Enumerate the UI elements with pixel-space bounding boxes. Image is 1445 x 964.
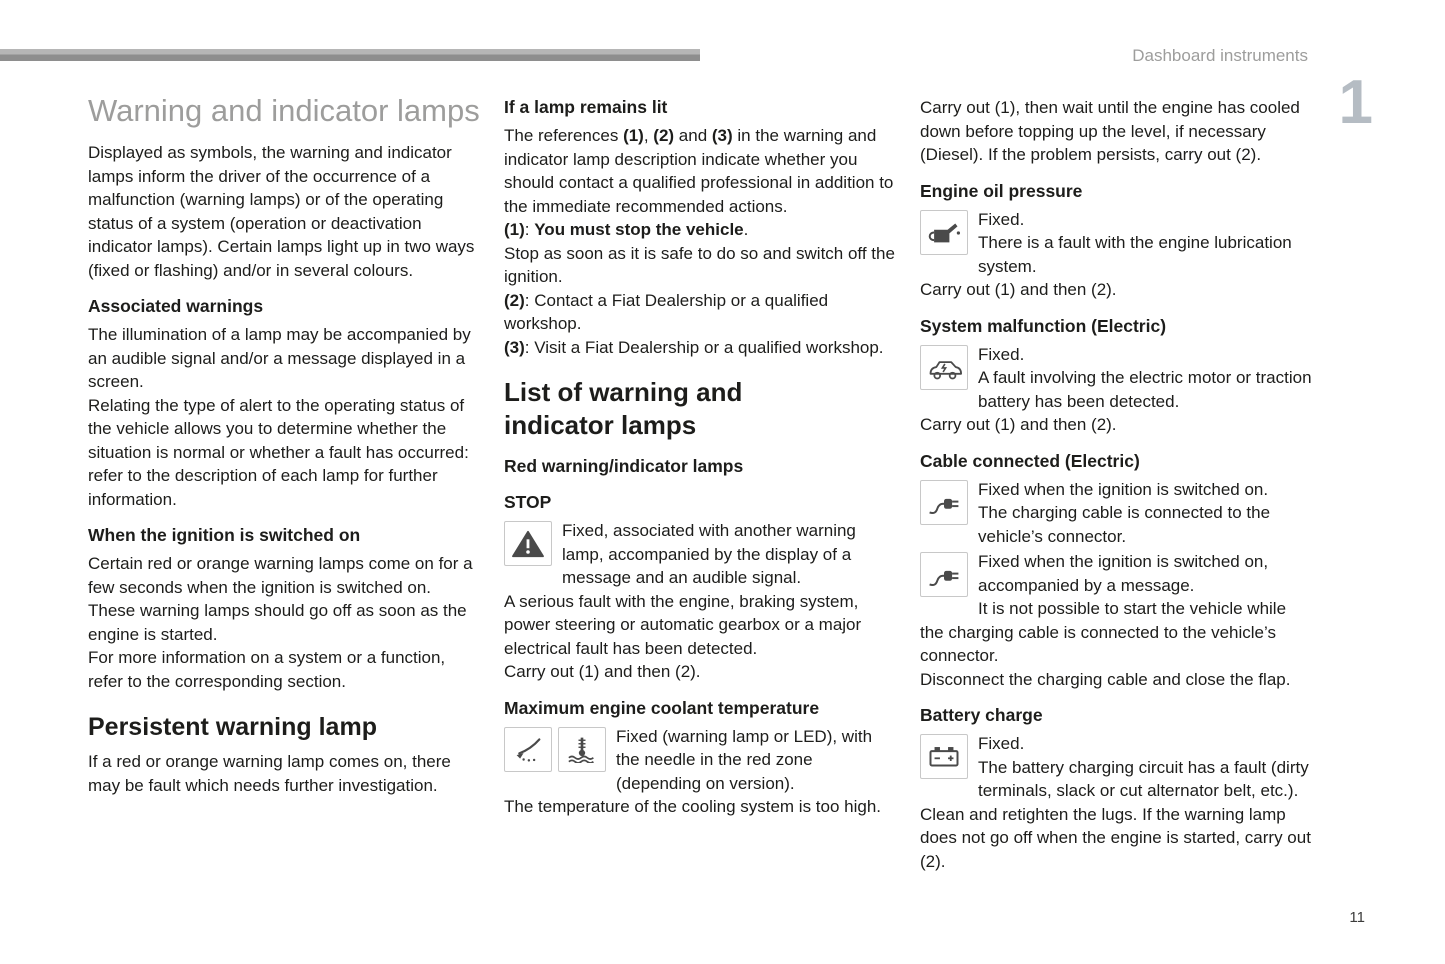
references-intro: The references (1), (2) and (3) in the warning and indicator lamp description indicate whether you should contact a qualified professional in addition to the immediate recommended actions. — [504, 126, 894, 216]
page-number: 11 — [1349, 909, 1365, 926]
heading-max-coolant-temperature: Maximum engine coolant temperature — [504, 697, 820, 718]
lamp-description: A fault involving the electric motor or traction battery has been detected. — [978, 368, 1312, 411]
paragraph: Certain red or orange warning lamps come on for a few seconds when the ignition is switched on. These warning lamps should go off as soon as the engine is started. — [88, 554, 473, 644]
heading-engine-oil-pressure: Engine oil pressure — [920, 180, 1083, 201]
header-rule-bar — [0, 49, 700, 61]
heading-associated-warnings: Associated warnings — [88, 296, 264, 316]
heading-cable-connected-electric: Cable connected (Electric) — [920, 450, 1140, 471]
heading-ignition-switched-on: When the ignition is switched on — [88, 525, 361, 545]
warning-triangle-icon — [504, 521, 552, 566]
lamp-description: It is not possible to start the vehicle while the charging cable is connected to the vehicle’s connector. — [920, 599, 1287, 665]
column-right — [920, 96, 1312, 875]
lamp-description: A serious fault with the engine, braking system, power steering or automatic gearbox or a major electrical fault has been detected. — [504, 591, 862, 658]
lamp-description: Fixed when the ignition is switched on. — [978, 479, 1269, 499]
lamp-entry-oil — [920, 208, 1312, 302]
lamp-description: The battery charging circuit has a fault (dirty terminals, slack or cut alternator belt, etc.). — [978, 757, 1309, 800]
lamp-action: Disconnect the charging cable and close the flap. — [920, 669, 1291, 689]
chapter-number: 1 — [1338, 68, 1373, 137]
battery-icon — [920, 734, 968, 779]
page-title: Warning and indicator lamps — [88, 93, 480, 128]
chapter-header-label: Dashboard instruments — [1132, 46, 1308, 65]
heading-red-warning-lamps: Red warning/indicator lamps — [504, 456, 744, 476]
lamp-action: Carry out (1) and then (2). — [920, 415, 1117, 434]
reference-3: (3): Visit a Fiat Dealership or a qualified workshop. — [504, 337, 884, 357]
heading-if-lamp-remains-lit: If a lamp remains lit — [504, 97, 668, 117]
paragraph: If a red or orange warning lamp comes on, there may be fault which needs further investigation. — [88, 752, 451, 795]
paragraph: For more information on a system or a function, refer to the corresponding section. — [88, 648, 446, 691]
oil-can-icon — [920, 210, 968, 255]
reference-1: (1): You must stop the vehicle. — [504, 220, 749, 239]
lamp-entry-electric-malfunction — [920, 343, 1312, 437]
heading-list-of-warning-lamps: List of warning and indicator lamps — [504, 377, 743, 440]
coolant-continued-paragraph: Carry out (1), then wait until the engine has cooled down before topping up the level, if necessary (Diesel). If the problem persists, carry out (2). — [920, 98, 1300, 164]
paragraph: The illumination of a lamp may be accompanied by an audible signal and/or a message displayed in a screen. — [88, 325, 471, 391]
reference-2: (2): Contact a Fiat Dealership or a qualified workshop. — [504, 290, 829, 333]
lamp-description: The temperature of the cooling system is too high. — [504, 797, 882, 816]
lamp-entry-cable-connected-2 — [920, 550, 1312, 691]
lamp-action: Carry out (1) and then (2). — [504, 662, 701, 681]
reference-1-detail: Stop as soon as it is safe to do so and switch off the ignition. — [504, 243, 895, 286]
lamp-description: Fixed. — [978, 344, 1025, 364]
electric-vehicle-fault-icon — [920, 345, 968, 390]
heading-stop: STOP — [504, 492, 552, 512]
charging-plug-icon — [920, 552, 968, 597]
heading-system-malfunction-electric: System malfunction (Electric) — [920, 315, 1167, 336]
lamp-description: Fixed (warning lamp or LED), with the needle in the red zone (depending on version). — [616, 726, 873, 793]
lamp-entry-battery — [920, 732, 1312, 873]
paragraph: Relating the type of alert to the operating status of the vehicle allows you to determine whether the situation is normal or whether a fault has occurred: refer to the description of each lamp for further information. — [88, 395, 469, 509]
gauge-needle-icon — [504, 727, 552, 772]
lamp-description: Fixed. — [978, 209, 1025, 229]
column-left — [88, 92, 480, 797]
coolant-temperature-icon — [558, 727, 606, 772]
lamp-action: Carry out (1) and then (2). — [920, 280, 1117, 299]
lamp-description: The charging cable is connected to the vehicle’s connector. — [978, 503, 1271, 546]
lamp-description: Fixed. — [978, 734, 1025, 753]
lamp-entry-coolant — [504, 725, 896, 819]
lamp-entry-stop — [504, 519, 896, 684]
lamp-description: Fixed when the ignition is switched on, accompanied by a message. — [978, 552, 1269, 595]
lamp-description: There is a fault with the engine lubrication system. — [978, 233, 1292, 276]
column-middle — [504, 96, 896, 821]
heading-persistent-warning-lamp: Persistent warning lamp — [88, 713, 377, 741]
intro-paragraph: Displayed as symbols, the warning and indicator lamps inform the driver of the occurrence of a malfunction (warning lamps) or of the operating status of a system (operation or deactivation indicator lamps). Certain lamps light up in two ways (fixed or flashing) and/or in several colours. — [88, 143, 475, 280]
lamp-entry-cable-connected-1 — [920, 478, 1312, 549]
lamp-action: Clean and retighten the lugs. If the warning lamp does not go off when the engine is started, carry out (2). — [920, 804, 1311, 871]
lamp-description: Fixed, associated with another warning lamp, accompanied by the display of a message and an audible signal. — [562, 521, 856, 587]
charging-plug-icon — [920, 480, 968, 525]
heading-battery-charge: Battery charge — [920, 705, 1043, 725]
